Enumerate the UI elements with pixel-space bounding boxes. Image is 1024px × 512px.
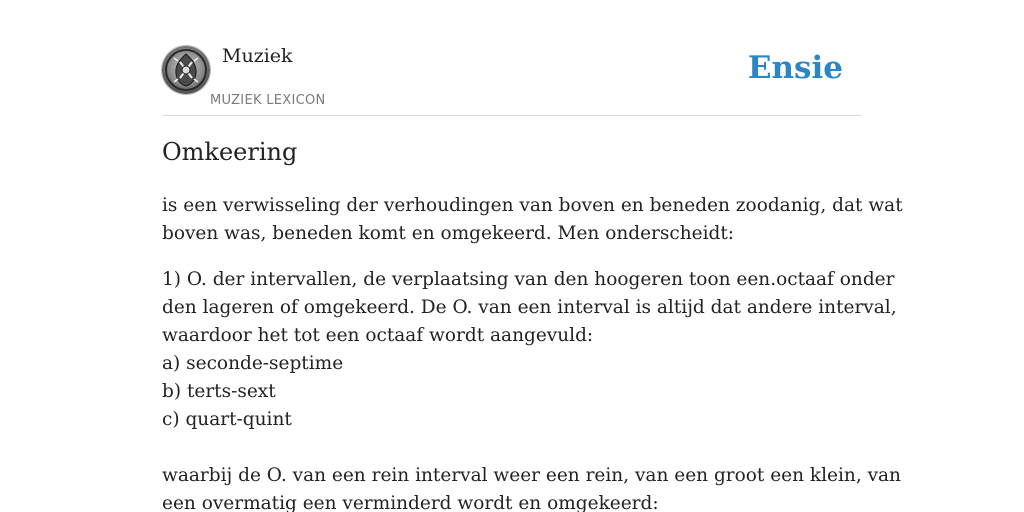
article-page	[162, 0, 903, 512]
text-line: waardoor het tot een octaaf wordt aangevuld:	[162, 325, 594, 346]
text-line: 1) O. der intervallen, de verplaatsing van den hoogeren toon een.octaaf onder	[162, 269, 895, 290]
line-break	[162, 434, 862, 462]
list-item: b) terts-sext	[162, 381, 276, 402]
article-title: Omkeering	[162, 138, 298, 166]
coat-of-arms-medallion-icon[interactable]	[162, 46, 210, 94]
text-line: boven was, beneden komt en omgekeerd. Men onderscheidt:	[162, 223, 735, 244]
intervals-paragraph	[162, 266, 901, 512]
list-item: c) quart-quint	[162, 409, 292, 430]
text-line: is een verwisseling der verhoudingen van boven en beneden zoodanig, dat wat	[162, 195, 903, 216]
source-title[interactable]: Muziek	[222, 45, 293, 67]
list-item: a) seconde-septime	[162, 353, 344, 374]
text-line: den lageren of omgekeerd. De O. van een interval is altijd dat andere interval,	[162, 297, 897, 318]
text-line: een overmatig een verminderd wordt en omgekeerd:	[162, 493, 659, 512]
header	[162, 0, 862, 116]
article-body	[162, 192, 903, 512]
intro-paragraph	[162, 192, 903, 248]
text-line: waarbij de O. van een rein interval weer een rein, van een groot een klein, van	[162, 465, 901, 486]
brand-logo-link[interactable]: Ensie	[747, 50, 843, 86]
source-subtitle[interactable]: MUZIEK LEXICON	[210, 93, 326, 108]
